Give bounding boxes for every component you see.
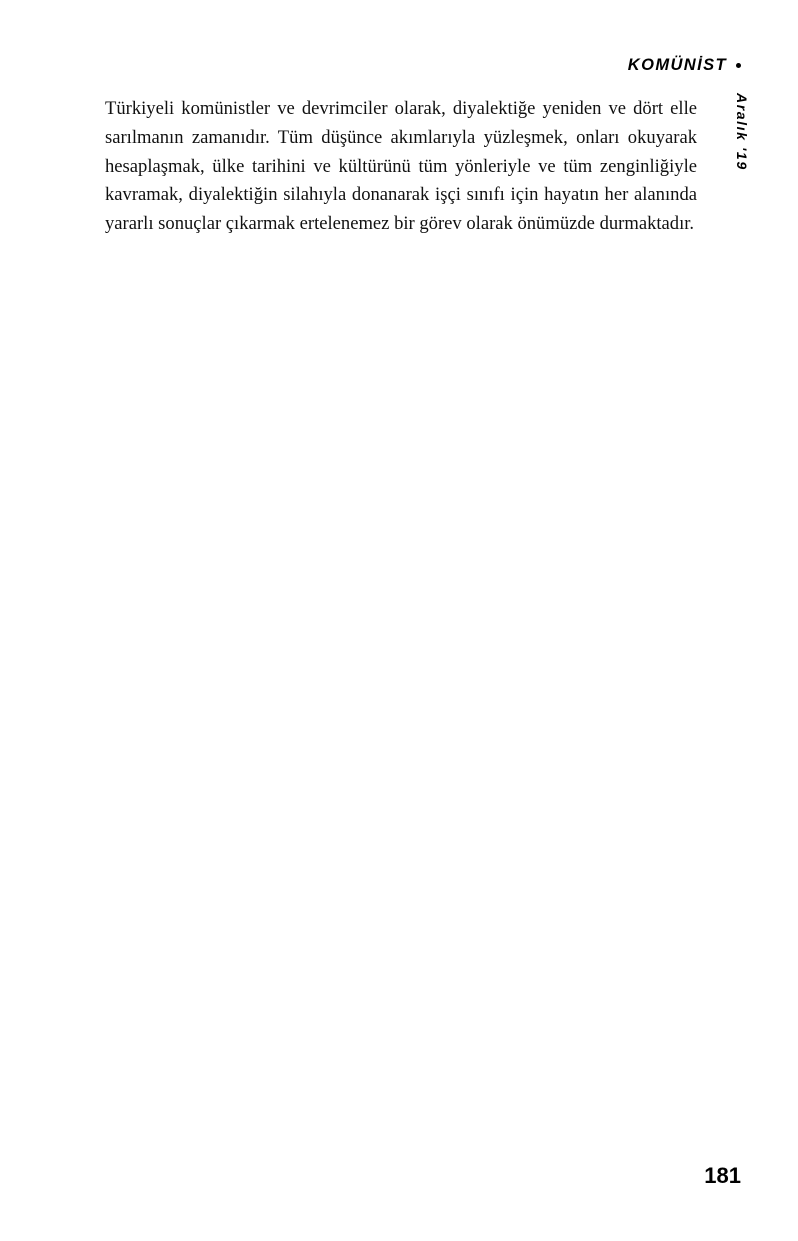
issue-date-side-label: Aralık '19 <box>734 93 750 171</box>
running-head-title: KOMÜNİST <box>627 56 727 74</box>
bullet-dot-icon <box>736 63 741 68</box>
body-paragraph: Türkiyeli komünistler ve devrimciler olarak, diyalektiğe yeniden ve dört elle sarılmanın zamanıdır. Tüm düşünce akımlarıyla yüzleşmek, onları okuyarak hesaplaşmak, ülke tarihini ve kültürünü tüm yönleriyle ve tüm zenginliğiyle kavramak, diyalektiğin silahıyla donanarak işçi sınıfı için hayatın her alanında yararlı sonuçlar çıkarmak ertelenemez bir görev olarak önümüzde durmaktadır. <box>105 98 697 235</box>
page-number: 181 <box>704 1163 741 1188</box>
body-text-block <box>105 95 697 239</box>
running-head <box>628 57 741 74</box>
